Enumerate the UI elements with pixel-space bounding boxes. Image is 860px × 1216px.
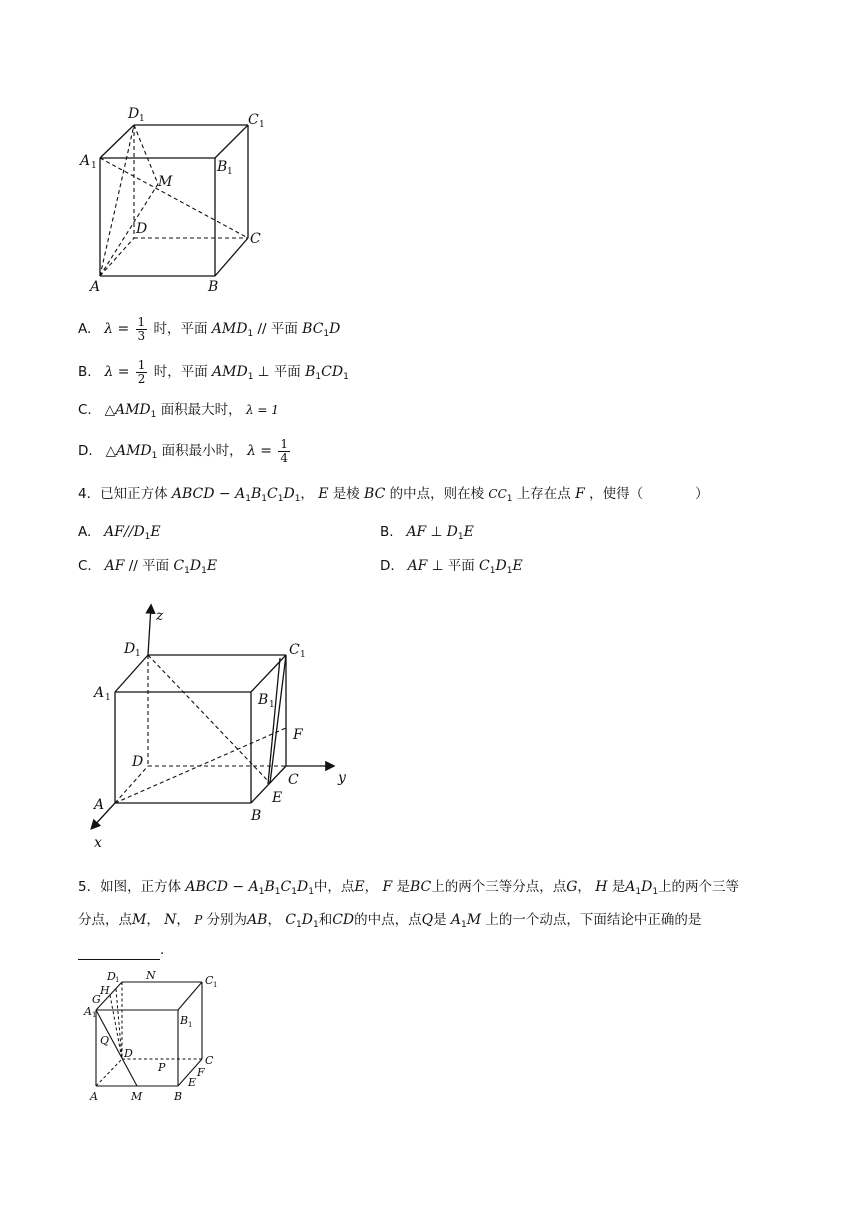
fig4-label-A: A — [94, 797, 105, 813]
frac-num: 1 — [137, 314, 146, 329]
option-letter: B. — [380, 524, 394, 540]
fig5-sub: 1 — [92, 1011, 97, 1019]
fig5-label-P: P — [158, 1061, 166, 1074]
stem-text: ， — [364, 879, 379, 895]
stem-text: 上存在点 — [516, 486, 571, 502]
plane-name: BC — [302, 321, 324, 337]
fraction — [136, 359, 148, 386]
segment-name: E — [463, 524, 474, 540]
option-letter: D. — [78, 443, 93, 459]
q4-option-a[interactable]: A. $AF//D_1E$ — [78, 524, 161, 542]
stem-text: ， — [267, 912, 281, 928]
fig3-label-A: A — [90, 279, 101, 295]
question-number: 5． — [78, 879, 101, 895]
triangle-name: AMD — [114, 402, 151, 418]
stem-text: 上的一个动点，下面结论中正确的是 — [485, 912, 702, 928]
fig5-label-M: M — [131, 1090, 143, 1103]
option-letter: A. — [78, 524, 92, 540]
fig5-label-N: N — [146, 969, 156, 982]
stem-text: 中，点 — [313, 879, 355, 895]
option-text: 时，平面 — [153, 321, 208, 337]
stem-text: 已知正方体 — [100, 486, 168, 502]
segment-name: E — [150, 524, 161, 540]
fig4-label-D1: D — [124, 641, 136, 657]
stem-text: 分点，点 — [78, 912, 132, 928]
cube-figure-q4 — [80, 598, 360, 854]
fig3-label-A1: A — [80, 153, 91, 169]
plane-name: E — [206, 558, 218, 574]
fig4-label-x: x — [94, 835, 102, 851]
frac-den: 4 — [280, 450, 288, 465]
option-text: 时，平面 — [153, 364, 208, 380]
stem-text: ） — [695, 486, 709, 502]
fig4-label-y: y — [338, 770, 346, 786]
fig3-label-D: D — [136, 221, 148, 237]
plane-name: CD — [321, 364, 344, 380]
fig3-label-C: C — [250, 231, 261, 247]
point-name: Q — [421, 912, 434, 928]
point-name: E — [354, 879, 365, 895]
segment-name: AF — [407, 558, 428, 574]
fig5-label-B: B — [174, 1090, 183, 1103]
question-number: 4． — [78, 486, 101, 502]
q3-option-c[interactable]: C. $\triangle AMD_1$ 面积最大时， λ = 1 — [78, 402, 279, 420]
fig5-label-B1: B — [180, 1014, 189, 1027]
fig5-label-C1: C — [205, 974, 214, 987]
edge-name: CC — [488, 487, 507, 501]
edge-name: AB — [247, 912, 268, 928]
stem-text: 和 — [318, 912, 333, 928]
plane-name: AMD — [211, 321, 248, 337]
fig5-label-A: A — [90, 1090, 98, 1103]
frac-num: 1 — [137, 357, 146, 372]
relation: // — [124, 524, 134, 540]
triangle-symbol: △ — [104, 402, 115, 418]
q4-option-b[interactable]: B. AF ⊥ $D_1E$ — [380, 524, 474, 542]
option-letter: C. — [78, 402, 92, 418]
stem-text: ，使得（ — [589, 486, 644, 502]
answer-blank[interactable] — [78, 945, 160, 960]
edge-name: CD — [332, 912, 355, 928]
cube-name: ABCD − A — [171, 486, 246, 502]
q4-stem: 4．已知正方体 ABCD − $A_1B_1C_1D_1$， E 是棱 BC 的中点，则在棱 $CC_1$ 上存在点 F ，使得（ ） — [78, 486, 709, 504]
fig5-sub: 1 — [115, 976, 120, 984]
fig5-label-C: C — [205, 1054, 214, 1067]
fig5-label-H: H — [100, 984, 110, 997]
q5-answer-line[interactable] — [78, 940, 164, 960]
fig4-label-C: C — [288, 772, 299, 788]
edge-name: BC — [409, 879, 432, 895]
option-text: 面积最大时， — [160, 402, 242, 418]
fig4-label-A1: A — [94, 685, 105, 701]
fig4-label-F: F — [293, 727, 303, 743]
point-name: E — [318, 486, 329, 502]
q3-option-d[interactable]: D. $\triangle AMD_1$ 面积最小时， λ = $\frac{1}{4}$ — [78, 436, 288, 465]
plane-name: C — [173, 558, 185, 574]
stem-text: . — [160, 942, 165, 958]
q4-option-d[interactable]: D. AF ⊥ 平面 $C_1D_1E$ — [380, 558, 523, 576]
option-text: 面积最小时， — [161, 443, 243, 459]
lambda-expr: λ = — [246, 443, 273, 459]
fraction — [278, 438, 290, 465]
q3-option-b[interactable]: B. λ = $\frac{1}{2}$ 时，平面 $AMD_1$ ⊥ 平面 $B_1CD_1$ — [78, 357, 349, 386]
fig3-label-B: B — [208, 279, 219, 295]
fig5-label-E: E — [188, 1076, 197, 1089]
lambda-expr: λ = 1 — [245, 403, 279, 417]
fig5-label-D: D — [124, 1047, 133, 1060]
plane-name: B — [305, 364, 316, 380]
option-text: ⊥ 平面 — [257, 364, 301, 380]
point-name: F — [575, 486, 585, 502]
fig4-label-B: B — [251, 808, 262, 824]
option-text: // 平面 — [257, 321, 298, 337]
fig5-label-G: G — [92, 993, 101, 1006]
option-letter: C. — [78, 558, 92, 574]
cube-figure-q5 — [78, 966, 228, 1108]
segment-name: AF — [406, 524, 427, 540]
option-letter: B. — [78, 364, 92, 380]
fig4-label-z: z — [156, 608, 164, 624]
relation: ⊥ 平面 — [431, 558, 475, 574]
point-name: M — [132, 912, 147, 928]
edge-name: A — [625, 879, 636, 895]
point-name: N — [164, 912, 177, 928]
fig3-label-M: M — [158, 174, 173, 190]
point-name: G — [566, 879, 578, 895]
fig4-sub: 1 — [300, 650, 306, 660]
segment-name: AF — [104, 524, 124, 540]
fig3-sub: 1 — [91, 161, 97, 171]
stem-text: 是 — [396, 879, 410, 895]
lambda-expr: λ = — [104, 364, 130, 380]
fraction — [136, 316, 148, 343]
stem-text: ， — [146, 912, 160, 928]
plane-name: D — [495, 558, 507, 574]
stem-text: 的中点，则在棱 — [389, 486, 485, 502]
stem-text: ， — [176, 912, 190, 928]
cube-figure-q3 — [70, 98, 280, 298]
fig5-label-D1: D — [107, 970, 116, 983]
fig5-sub: 1 — [213, 981, 218, 989]
triangle-name: AMD — [115, 443, 152, 459]
segment-name: A — [450, 912, 462, 928]
relation: // 平面 — [128, 558, 170, 574]
fig5-label-F: F — [197, 1066, 205, 1079]
option-letter: D. — [380, 558, 395, 574]
fig4-sub: 1 — [105, 693, 111, 703]
frac-num: 1 — [280, 436, 288, 451]
point-name: H — [595, 879, 608, 895]
fig4-label-E: E — [272, 790, 283, 806]
fig3-label-B1: B — [217, 159, 228, 175]
frac-den: 2 — [137, 371, 146, 386]
stem-text: 的中点，点 — [354, 912, 422, 928]
segment-name: AF — [104, 558, 125, 574]
stem-text: 是 — [611, 879, 626, 895]
point-name: F — [382, 879, 393, 895]
edge-name: C — [285, 912, 296, 928]
fig5-label-Q: Q — [100, 1034, 110, 1047]
stem-text: 是 — [433, 912, 447, 928]
fig5-label-A1: A — [84, 1005, 92, 1018]
triangle-symbol: △ — [105, 443, 116, 459]
plane-name: C — [479, 558, 490, 574]
plane-name: AMD — [212, 364, 248, 380]
fig4-label-B1: B — [258, 692, 269, 708]
fig3-label-C1: C — [248, 112, 259, 128]
q3-option-a[interactable]: A. λ = $\frac{1}{3}$ 时，平面 $AMD_1$ // 平面 $BC_1D$ — [78, 314, 341, 343]
lambda-expr: λ = — [104, 321, 130, 337]
stem-text: 是棱 — [332, 486, 360, 502]
q5-stem-line2: 分点，点M， N， P 分别为AB， $C_1D_1$和CD的中点，点Q是 $A_1M$ 上的一个动点，下面结论中正确的是 — [78, 912, 702, 930]
relation: ⊥ — [430, 524, 443, 540]
segment-name: D — [133, 524, 145, 540]
fig4-sub: 1 — [135, 649, 141, 659]
q5-stem-line1: 5．如图，正方体 ABCD − $A_1B_1C_1D_1$中，点E， F 是BC上的两个三等分点，点G， H 是$A_1D_1$上的两个三等 — [78, 879, 740, 897]
cube-name: ABCD − A — [185, 879, 259, 895]
fig3-label-D1: D — [128, 106, 140, 122]
fig3-sub: 1 — [259, 120, 265, 130]
stem-text: ， — [300, 486, 314, 502]
stem-text: 上的两个三等 — [658, 879, 740, 895]
fig3-sub: 1 — [227, 167, 233, 177]
stem-text: 如图，正方体 — [100, 879, 182, 895]
q4-option-c[interactable]: C. AF // 平面 $C_1D_1E$ — [78, 558, 218, 576]
stem-text: ， — [577, 879, 591, 895]
fig4-sub: 1 — [269, 700, 275, 710]
plane-name: E — [512, 558, 523, 574]
stem-text: 分别为 — [206, 912, 248, 928]
segment-name: D — [446, 524, 458, 540]
stem-text: 上的两个三等分点，点 — [431, 879, 567, 895]
fig4-label-C1: C — [289, 642, 300, 658]
plane-name: D — [189, 558, 202, 574]
plane-name: D — [329, 321, 341, 337]
fig4-label-D: D — [132, 754, 144, 770]
fig3-sub: 1 — [139, 114, 145, 124]
edge-name: BC — [364, 486, 386, 502]
fig5-sub: 1 — [188, 1021, 193, 1029]
option-letter: A. — [78, 321, 92, 337]
point-name: P — [194, 913, 203, 927]
frac-den: 3 — [137, 328, 146, 343]
